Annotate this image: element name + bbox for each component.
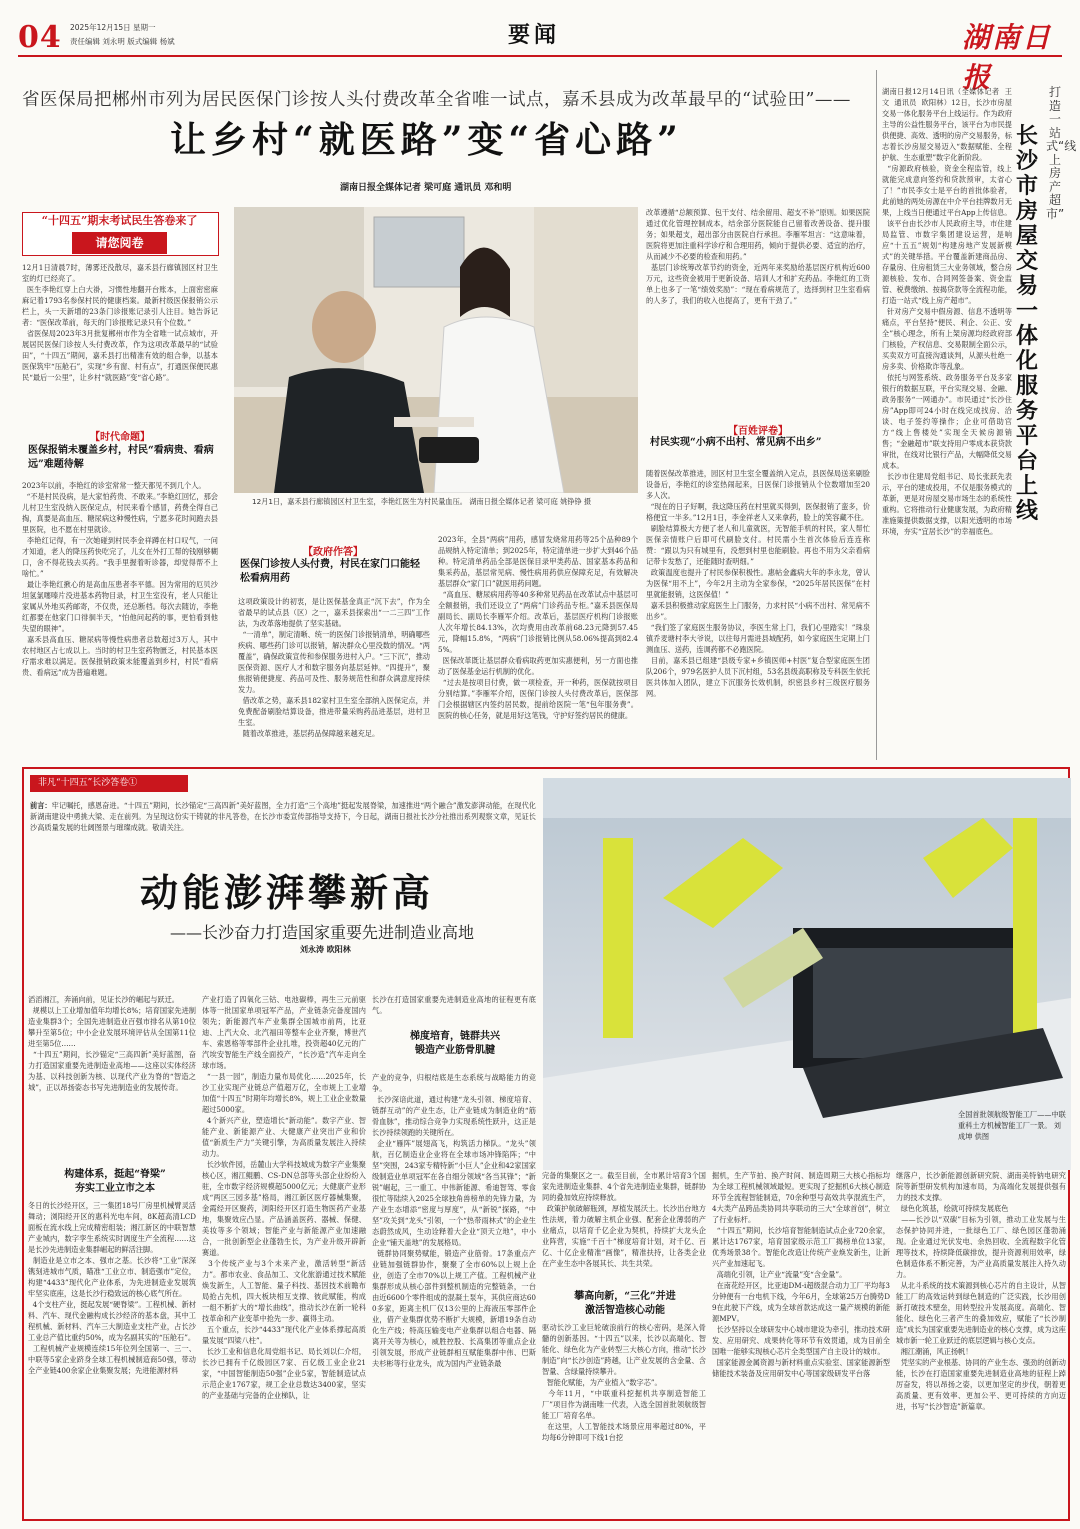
sub2-tag: 【政府作答】 [303,547,363,558]
section-title: 要闻 [508,22,561,48]
sub3-title: 村民实现“小病不出村、常见病不出乡” [650,437,822,448]
clinic-photo-caption: 12月1日，嘉禾县行廊镇园区村卫生室，李艳红医生为村民量血压。 湖南日报全媒体记者 梁可庭 姚铮铮 摄 [252,497,592,506]
lead-col1-intro: 12月1日清晨7时，薄雾还没散尽，嘉禾县行廊镇园区村卫生室的灯已经亮了。 医生李艳红穿上白大褂，习惯性地翻开台账本，上面密密麻麻记着1793名参保村民的健康档案。最新村级医保报销公示栏上，头一天新增的23条门诊报账记录引人注目。她告诉记者：“医保改革前，每天的门诊报账记录只有个位数。” 省医保局2023年3月批复郴州市作为全省唯一试点城市，开展居民医保门诊按人头付费改革，作为这项改革最早的“试验田”，“十四五”期间，嘉禾县打出精准有效的组合拳，以基本医保筑牢“压舱石”，实现“乡有窗、村有点”，打通医保便民惠民“最后一公里”，让乡村“就医路”变“省心路”。 [22,263,218,382]
feature-col3-intro: 长沙在打造国家重要先进制造业高地的征程更有底气。 [372,995,536,1015]
editors-line: 责任编辑 刘永明 版式编辑 杨斌 [70,37,175,46]
sidebar-rule [876,70,877,760]
preface-text: 牢记嘱托，感恩奋进。“十四五”期间，长沙锚定“三高四新”美好蓝图，全力打造“三个高地”挺起发展脊梁，加速推进“两个融合”激发澎湃动能，在现代化新湖南建设中勇挑大梁、走在前列。为呈现这份实干铸就的非凡答卷，在长沙市委宣传部指导支持下，今日起，湖南日报社长沙分社推出系列观察文章，见证长沙高质量发展的壮阔图景与璀璨成就。敬请关注。 [30,801,536,832]
sub2-title: 医保门诊按人头付费，村民在家门口能轻松看病用药 [240,559,420,584]
feature-subtitle: ——长沙奋力打造国家重要先进制造业高地 [170,923,475,942]
sidebar-kicker: 打造一站式“线上房产超市” [1046,85,1077,221]
lead-headline: 让乡村“就医路”变“省心路” [170,119,683,161]
sidebar-body: 湖南日报12月14日讯（全媒体记者 王文 通讯员 欧阳林）12日，长沙市房屋交易一体化服务平台上线运行。作为政府主导的公益性服务平台，该平台为市民提供便捷、高效、透明的房产交易服务，标志着长沙房屋交易迈入“数据赋能、全程护航、生态重塑”数字化新阶段。 “房源政府核验，资金全程监管，线上就能完成意向签约和贷款预审，太省心了！”市民李女士是平台的首批体验者，此前她的两处房源在中介平台挂牌数月无果，上线当日便通过平台App上传信息。 该平台由长沙市人民政府主导，市住建局监管、市数字集团建设运营，是响应“十五五”规划“构建房地产发展新模式”的关键举措。平台覆盖新建商品房、存量房、住房租赁三大业务领域，整合房源核验、发布、合同网签备案、资金监管、税费缴纳、按揭贷款等全流程功能，打造一站式“线上房产超市”。 针对房产交易中假房源、信息不透明等痛点，平台坚持“便民、利企、公正、安全”核心理念，所有上架房源均经政府部门核验，产权信息、交易限制全面公示，买卖双方可直接沟通谈判，从源头杜绝一房多卖、价格欺诈等乱象。 依托与网签系统、政务服务平台及多家银行的数据互联，平台实现交易、金融、政务服务“一网通办”。市民通过“长沙住房”App即可24小时在线完成找房、洽谈、电子签约等操作；企业可借助官方“线上售楼处”实现全天候房源销售；“金融超市”联支持用户零成本获贷款审批，在线对比银行产品，大幅降低交易成本。 长沙市住建局党组书记、局长张跃先表示，平台的建成投用，不仅是服务模式的革新，更是对房屋交易市场生态的系统性重构。它将推动行业健康发展，为政府精准施策提供数据支撑，以阳光透明的市场环境，夯实“宜居长沙”的幸福底色。 [882,87,1012,536]
clinic-photo-art [234,207,638,493]
series-badge: 请您阅卷 [72,232,167,254]
feature-title: 动能澎湃攀新高 [140,870,435,915]
lead-byline: 湖南日报全媒体记者 梁可庭 通讯员 邓和明 [340,183,512,193]
series-tag: “十四五”期末考试民生答卷来了 [41,214,198,227]
feature-byline: 刘永涛 欧阳林 [300,945,351,954]
feature-col2: 产业打造了四氧化三钴、电池碳棒，再生三元前驱体等一批国家单项冠军产品，产业链条完备度国内领先；新能源汽车产业集群全国城市前两，比亚迪、上汽大众、北汽福田等整车企业齐聚，博世汽车、索恩格等零部件企业扎堆，投资超40亿元的广汽埃安智能生产线全面投产，“长沙造”汽车走向全球市场。 “一县一园”，制造力量布局优化……2025年，长沙工业实现产业链总产值超万亿，全市规上工业增加值“十四五”时期年均增长8%，规上工业企业数量超过5000家。 4个新兴产业，塑造增长“新动能”。数字产业、智能产业、新能源产业、大健康产业突出产业和价值“新质生产力”关键引擎，为高质量发展注入持续动力。 长沙软件园，岳麓山大学科技城成为数字产业集聚核心区，湘江鲲鹏、CS-DN总部等头部企业纷纷入驻，全市数字经济规模超5000亿元；大健康产业形成“两区三园多基”格局，湘江新区医疗器械集聚，金霞经开区聚药，浏阳经开区打造生物医药产业基地，集聚效应凸显。产品涵盖医药、器械、保健、美妆等多个领域；智能产业与新能源产业加速融合，一批创新型企业蓬勃生长，为产业升级开辟新赛道。 3个传统产业与3个未来产业，激活转型“新活力”。都市农业、食品加工、文化旅游通过技术赋能焕发新生，人工智能、量子科技、基因技术前瞻布局抢占先机，四大板块相互支撑、彼此赋能，构成一组不断扩大的“增长曲线”，推动长沙在新一轮科技革命和产业变革中抢先一步、赢得主动。 五个重点，长沙“4433”现代化产业体系撑起高质量发展“四梁八柱”。 长沙工业和信息化局党组书记、局长刘以仁介绍，长沙已拥有千亿级园区7家、百亿级工业企业21家，“中国智能制造50强”企业5家，智能制造试点示范企业1767家，规工企业总数达3400家，坚实的产业基础与完备的企业梯队，让 [202,995,366,1400]
date-line: 2025年12月15日 星期一 [70,23,156,32]
feature-col4-subhead: 攀高向新，“三化”并进 激活智造核心动能 [574,1291,676,1316]
feature-col3-subhead: 梯度培育，链群共兴 锻造产业筋骨肌腱 [410,1031,500,1056]
sub3-tag: 【百姓评卷】 [728,426,788,437]
lead-col1-body: 2023年以前，李艳红的诊室常常一整天都见不到几个人。 “不是村民没病，是大家怕药贵、不敢来。”李艳红回忆，那会儿村卫生室没纳入医保定点，村民来看个感冒，药费全得自己掏，真要是高血压、糖尿病这种慢性病，宁愿多花时间跑去县里医院，也不愿在村里就诊。 李艳红记得，有一次她碰到村民李金祥蹲在村口叹气，一问才知道，老人的降压药快吃完了，儿女在外打工帮的钱刚够糊口，舍不得花钱去买药。“我手里握着听诊器，却觉得帮不上啥忙。” 最让李艳红揪心的是高血压患者李平德。因为常用的厄贝沙坦氢氯噻嗪片没进基本药物目录，村卫生室没有，老人只能让家属从外地买药邮寄，不仅贵，还总断档。每次去随访，李艳红都要在他家门口徘徊半天，“怕他问起药的事，更怕看到他失望的眼神”。 嘉禾县高血压、糖尿病等慢性病患者总数超过3万人，其中农村地区占七成以上。当时的村卫生室药物匮乏，村民基本医疗需求难以满足。医保报销政策未能覆盖到乡村，村民“看病贵、看病远”成为普遍难题。 [22,481,218,677]
feature-col3-body: 产业的竞争，归根结底是生态系统与战略能力的竞争。 长沙深谙此道，通过构建“龙头引领、梯度培育、链群互动”的产业生态，让产业链成为制造业的“筋骨血脉”，推动综合竞争力实现系统性跃升，这正是长沙持续领跑的关键所在。 企业“雁阵”展翅高飞，构筑活力梯队。“龙头”领航，百亿制造业企业将在全球市场冲锋陷阵；“中坚”突围，243家专精特新“小巨人”企业和42家国家级制造业单项冠军在各自细分领域“各当其锋”；“新锐”崛起，三一重工、中伟新能源、希迪智驾、零食很忙等陆续入2025全球独角兽榜单的先锋力量，为产业生态增添“密度与厚度”，从“新锐”探路，“中坚”攻关到“龙头”引领，一个“热带雨林式”的企业生态蔚然成风，生动诠释着大企业“顶天立地”，中小企业“铺天盖地”的发展格局。 链群协同聚势赋能，锻造产业筋骨。17条重点产业链加强链群协作，聚聚了全市60%以上规上企业，创造了全市70%以上规工产值。工程机械产业集群形成从核心部件到整机制造的完整链条，一台由近6600个零件组成的混凝土泵车，其供应商达600多家，距离主机厂仅13公里的上海液压零部件企业，借产业集群优势不断扩大规模，新增19条自动化生产线；特高压输变电产业集群以组合电器、隔离开关等为核心，威胜控股、长高集团等重点企业引领发展，形成产业链群相互赋能集群中伟、巴斯夫杉彬等行业龙头，成为国内产业链条最 [372,1073,536,1368]
lead-col4-body2: 随着医保改革推进，园区村卫生室全覆盖纳入定点，县医保局送来刷脸设备后，李艳红的诊室热闹起来，日医保门诊报销从个位数增加至20多人次。 “现在的日子好啊，我这降压药在村里就买得到，医保报销了蛮多，价格便宜一半多。”12月1日，李金祥老人又来拿药，脸上的笑容藏不住。 刷脸结算极大方便了老人和儿童就医，无智能手机的村民，家人帮忙医保亲情账户后即可代刷脸支付。村民需小生首次体验后连连称赞：“跟以为只有城里有，没想到村里也能刷脸。再也不用为父亲看病记带卡发愁了，还能随时查明细。” 政策温度也提升了村民参保积极性。惠帖金鑫病大年的李永龙，曾认为医保“用不上”，今年2月主动为全家参保，“2025年居民医保”在村里就能报销，这医保值！” 嘉禾县积极推动家庭医生上门服务，力求村民“小病不出村、常见病不出乡”。 “我们签了家庭医生服务协议，李医生常上门，我们心里踏实！”珠泉镇乔麦塘村李大爷说，以往每月需进县城配药，如今家庭医生定期上门测血压、送药，连调药都不必跑医院。 目前，嘉禾县已组建“县级专家+乡镇医师+村医”复合型家庭医生团队206个，979名医护人员下沉村组，53名县级高职称及专科医生依托医共体加入团队，建立下沉服务长效机制，织密县乡村三级医疗服务网。 [646,469,870,698]
lead-col4-body: 改革遵循“总额预算、包干支付、结余留用、超支不补”原则。如果医院通过优化管理控制成本，结余部分医院能自己留着改善设备、提升服务；如果超支，超出部分由医院自行承担。李雁军坦言：“这意味着，医院将更加注重科学诊疗和合理用药，倾向于提供必要、适宜的治疗，从而减少不必要的检查和用药。” 基层门诊统筹改革节约的资金，近两年来奖励给基层医疗机构近600万元，这些资金被用于更新设备、培训人才和扩充药品。李艳红的工资单上也多了一笔“绩效奖励”：“现在看病规范了，选择到村卫生室看病的人多了，我们的收入也提高了，更有干劲了。” [646,208,870,305]
feature-series-tag: 非凡“十四五”长沙答卷① [30,775,188,792]
feature-col5: 掘机，生产节拍、换产时间、制造周期三大核心指标均为全球工程机械领域最短。更实现了挖掘机6大核心制造环节全流程智能制造，70余种型号高效共享混流生产，4大类产品跨品类协同共享联动的三大“全球首创”，树立了行业标杆。 “十四五”期间，长沙培育智能制造试点企业720余家，累计达1767家，培育国家级示范工厂揭榜单位13家，优秀场景38个。智能化改造让传统产业焕发新生，让新兴产业加速起飞。 高端化引领，让产业“流量”变“含金量”。 在南花经开区，比亚迪DM-i超级混合动力工厂平均每3分钟便有一台电机下线，今年6月，全球第25万台腾势D9在此驶下产线，成为全球首款达成这一量产规模的新能源MPV。 长沙坚持以全球研发中心城市建设为牵引，推动技术研发、应用研究、成果转化等环节有效贯通，成为目前全国唯一能够实现核心芯片全类型国产自主设计的城市。 国家能源金属资源与新材料重点实验室、国家能源新型储能技术装备及应用研发中心等国家级研发平台落 [712,1171,890,1378]
header-rule [18,55,1062,57]
preface-label: 前言： [30,801,52,810]
feature-col4-body: 驱动长沙工业巨轮破浪前行的核心密码，是深入骨髓的创新基因。“十四五”以来，长沙以高端化、智能化、绿色化为产业转型三大核心方向，推动“长沙制造”向“长沙创造”跨越，让产业发展的含金量、含智量、含绿量持续攀升。 智能化赋能，为产业植入“数字芯”。 今年11月，“中联重科挖掘机共享制造智能工厂”项目作为湖南唯一代表，入选全国首批领航级智能工厂培育名单。 在这里，人工智能技术场景应用率超过80%，平均每6分钟即可下线1台挖 [542,1323,706,1442]
page-number: 04 [18,20,62,55]
feature-col1-subhead: 构建体系，挺起“脊梁” 夯实工业立市之本 [64,1169,166,1194]
feature-col1: 滔滔湘江，奔涌向前，见证长沙的崛起与跃迁。 规模以上工业增加值年均增长8%；培育国家先进制造业集群3个；全国先进制造业百强市排名从第10位攀升至第5位；中小企业发展环境评估从全国第11位进至第5位…… “十四五”期间，长沙锚定“三高四新”美好蓝图，奋力打造国家重要先进制造业高地——这座以实体经济为基、以科技创新为核、以现代产业为脊的“智造之城”，正以昂扬姿态书写先进制造业的发展传奇。 [28,995,196,1092]
lead-kicker: 省医保局把郴州市列为居民医保门诊按人头付费改革全省唯一试点，嘉禾县成为改革最早的“试验田”—— [22,90,851,110]
feature-preface [30,800,536,848]
sub1-tag: 【时代命题】 [90,432,150,443]
feature-col1-body: 冬日的长沙经开区，三一集团18号厂房里机械臂灵活舞动；浏阳经开区的惠科光电车间，8K超高清LCD面板在流水线上完成精密组装；湘江新区的中联智慧产业城内，数字孪生系统实时调度生产全流程……这是长沙先进制造业集群崛起的鲜活注脚。 制造业是立市之本、强市之基。长沙将“工业”深深镌刻进城市气质，瞄准“工业立市、制造强市”定位，构建“4433”现代化产业体系，为先进制造业发展筑牢坚实底座，这是长沙行稳致远的核心底气所在。 4个支柱产业，挺起发展“硬脊梁”。工程机械、新材料、汽车、现代金融构成长沙经济的基本盘，其中工程机械、新材料、汽车三大制造业支柱产业，占长沙工业总产值比重约50%，成为名副其实的“压舱石”。 工程机械产业规模连续15年位列全国第一、三一、中联等5家企业跻身全球工程机械制造商50强，带动全产业链400余家企业集聚发展；先进能源材料 [28,1201,196,1375]
clinic-photo [234,207,638,493]
lead-col3-body: 2023年，全县“两病”用药，感冒发烧常用药等25个品种89个品规纳入特定清单；到2025年，特定清单进一步扩大到46个品种。特定清单药品全部是医保目录甲类药品、国家基本药品和集采药品，基层常见病、慢性病用药供应保障充足，有效解决基层群众“家门口”就医用药问题。 “高血压、糖尿病用药等40多种常见药品在改革试点中基层可全额报销，我们还设立了“两病”门诊药品专柜。”嘉禾县医保局副局长、副局长李雁军介绍。改革后，基层医疗机构门诊报账人次年增长84.13%，次均费用由改革前68.23元降到57.45元，降幅15.8%，“两病”门诊报销比例从58.06%提高到82.45%。 医保改革既让基层群众看病取药更加实惠便利，另一方面也推动了医保基金运行机制的优化。 “过去是按项目付费，做一项检查，开一种药，医保就按项目分别结算。”李雁军介绍，医保门诊按人头付费改革后，医保部门会根据辖区内签约居民数，提前给医院一笔“包年服务费”。医院的核心任务，就是用好这笔钱，守护好签约居民的健康。 [438,535,638,720]
factory-photo-caption: 全国首批领航级智能工厂——中联重科土方机械智能工厂一景。 刘成坤 供图 [958,1110,1066,1141]
feature-col6: 继落户，长沙新能源创新研究院、湖南美特钠电研究院等新型研发机构加速布局，为高端化发展提供强有力的技术支撑。 绿色化筑基，绘就可持续发展底色 ——长沙以“双碳”目标为引领，推动工业发展与生态保护协同并进，一批绿色工厂、绿色园区蓬勃涌现。企业通过光伏发电、余热回收、全流程数字化管理等技术，持续降低碳排放，提升资源利用效率，绿色制造体系不断完善，为产业高质量发展注入持久动力。 从北斗系统的技术策源到核心芯片的自主设计，从智能工厂的高效运转到绿色制造的广泛实践，长沙用创新打破技术壁垒，用转型拉升发展高度。高端化、智能化、绿色化三者产生的叠加效应，赋能了“长沙制造”成长为国家重要先进制造业的核心支撑，成为这座城市新一轮工业跃迁的底层逻辑与核心支点。 湘江潮涌，风正扬帆！ 凭坚实的产业根基、协同的产业生态、强劲的创新动能，长沙在打造国家重要先进制造业高地的征程上踔厉奋发，将以昂扬之姿，以更加坚定的步伐，朝着更高质量、更有效率、更加公平、更可持续的方向迈进，书写“长沙智造”新篇章。 [896,1171,1066,1411]
feature-col4: 完备的集聚区之一。截至目前，全市累计培育3个国家先进制造业集群、4个省先进制造业集群，链群协同的叠加效应持续释放。 政策护航破解瓶颈，厚植发展沃土。长沙出台地方性法规，着力破解主机企业强、配套企业薄弱的产业痛点，以培育千亿企业为契机，持续扩大龙头企业阵营，实施“千百十”梯度培育计划，对千亿、百亿、十亿企业精准“画像”，精准扶持，让各类企业在产业生态中各展其长、共生共荣。 [542,1171,706,1268]
lead-col2-body: 这项政策设计的初衷，是让医保基金真正“沉下去”，作为全省最早的试点县（区）之一，嘉禾县探索出“一二三四”工作法，为改革落地提供了坚实基础。 “一清单”，制定清晰、统一的医保门诊报销清单，明确哪些疾病、哪些药门诊可以报销，解决群众心里没数的情况。“两覆盖”，确保政策宣传和参保服务进村入户。“三下沉”，推动医保资源、医疗人才和数字服务向基层延伸。“四提升”，聚焦报销便捷度、药品可及性、服务规范性和群众满意度持续发力。 借改革之势，嘉禾县182家村卫生室全部纳入医保定点，并免费配备刷脸结算设备，推进带量采购药品进基层，进村卫生室。 随着改革推进，基层药品保障越来越充足。 [238,597,430,738]
sidebar-title: 长沙市房屋交易一体化服务平台上线 [1015,123,1038,524]
sub1-title: 医保报销未覆盖乡村，村民“看病贵、看病远”难题待解 [28,445,214,470]
newspaper-logo: 湖南日报 [962,21,1053,94]
